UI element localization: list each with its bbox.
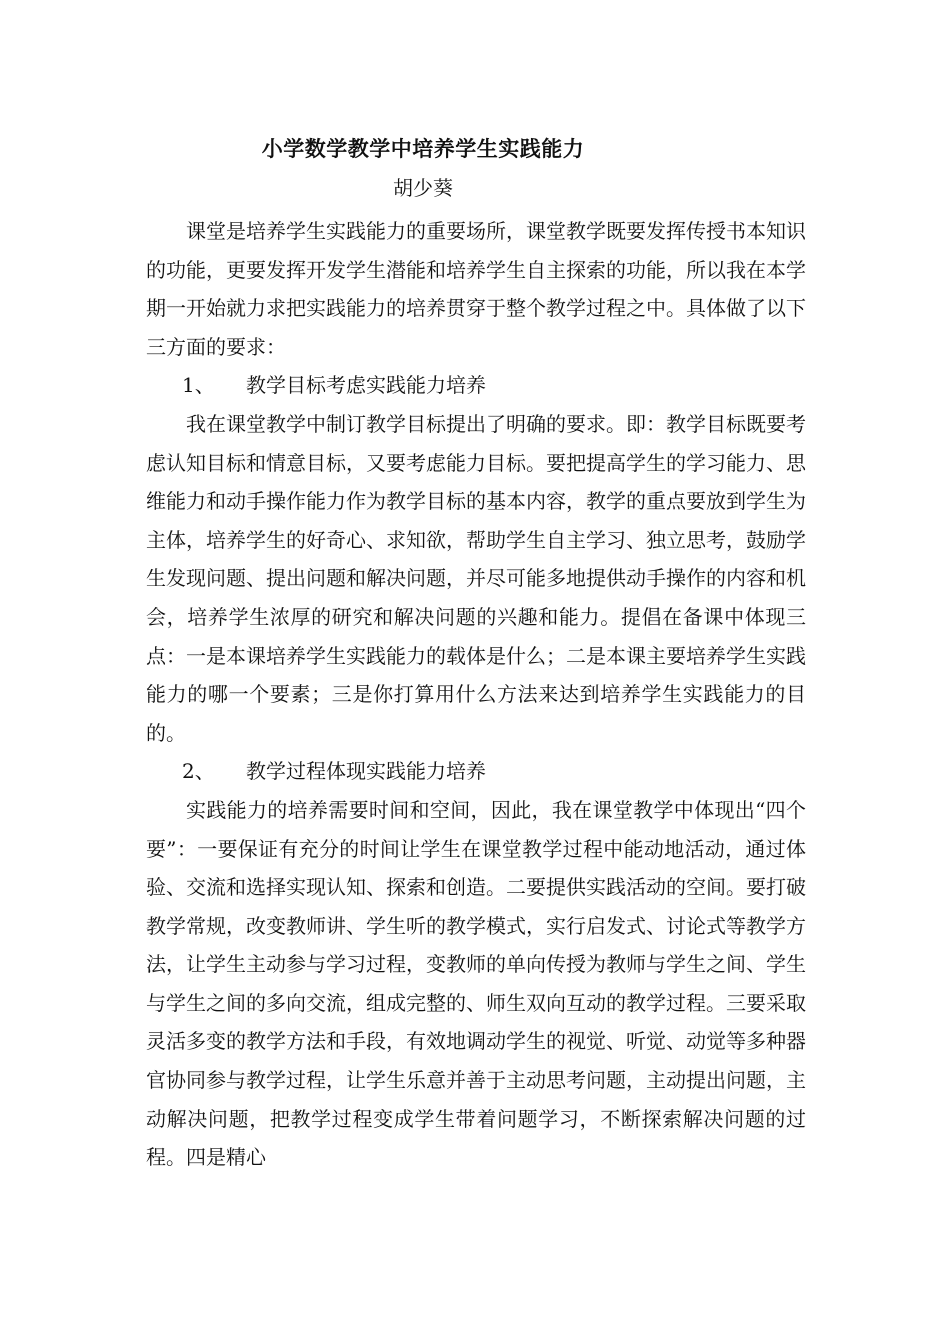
- section-heading-2: [146, 752, 806, 791]
- document-title: 小学数学教学中培养学生实践能力: [261, 136, 585, 161]
- section-number-1: 1、: [182, 373, 215, 398]
- intro-paragraph: 课堂是培养学生实践能力的重要场所，课堂教学既要发挥传授书本知识的功能，更要发挥开发学生潜能和培养学生自主探索的功能，所以我在本学期一开始就力求把实践能力的培养贯穿于整个教学过程之中。具体做了以下三方面的要求：: [146, 219, 806, 359]
- section-paragraph-1: 我在课堂教学中制订教学目标提出了明确的要求。即：教学目标既要考虑认知目标和情意目标，又要考虑能力目标。要把提高学生的学习能力、思维能力和动手操作能力作为教学目标的基本内容，教学的重点要放到学生为主体，培养学生的好奇心、求知欲，帮助学生自主学习、独立思考，鼓励学生发现问题、提出问题和解决问题，并尽可能多地提供动手操作的内容和机会，培养学生浓厚的研究和解决问题的兴趣和能力。提倡在备课中体现三点：一是本课培养学生实践能力的载体是什么；二是本课主要培养学生实践能力的哪一个要素；三是你打算用什么方法来达到培养学生实践能力的目的。: [146, 411, 806, 745]
- section-title-1: 教学目标考虑实践能力培养: [246, 373, 486, 398]
- section-title-2: 教学过程体现实践能力培养: [246, 759, 486, 784]
- document-author: [0, 172, 846, 204]
- section-heading-1: [146, 366, 806, 405]
- section-number-2: 2、: [182, 759, 215, 784]
- section-paragraph-2: 实践能力的培养需要时间和空间，因此，我在课堂教学中体现出“四个要”：一要保证有充分的时间让学生在课堂教学过程中能动地活动，通过体验、交流和选择实现认知、探索和创造。二要提供实践活动的空间。要打破教学常规，改变教师讲、学生听的教学模式，实行启发式、讨论式等教学方法，让学生主动参与学习过程，变教师的单向传授为教师与学生之间、学生与学生之间的多向交流，组成完整的、师生双向互动的教学过程。三要采取灵活多变的教学方法和手段，有效地调动学生的视觉、听觉、动觉等多种器官协同参与教学过程，让学生乐意并善于主动思考问题，主动提出问题，主动解决问题，把教学过程变成学生带着问题学习，不断探索解决问题的过程。四是精心: [146, 797, 806, 1170]
- author-name: 胡少葵: [393, 176, 453, 200]
- document-body: [146, 212, 806, 1177]
